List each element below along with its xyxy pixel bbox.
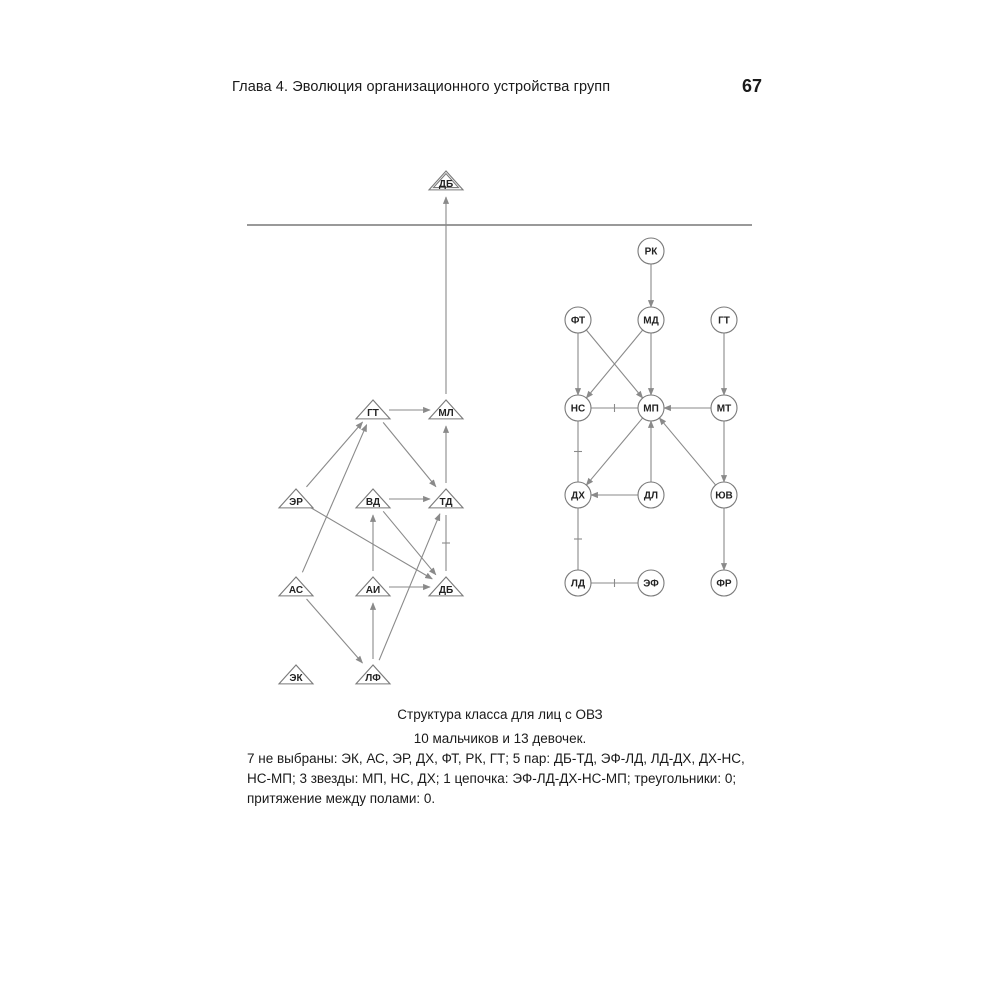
- edge-as-gt_l: [302, 425, 366, 573]
- node-label: ДЛ: [643, 490, 659, 502]
- node-db_l: [429, 577, 463, 596]
- node-label: ЮВ: [715, 490, 733, 502]
- node-label: МТ: [716, 403, 732, 415]
- node-label: АИ: [365, 585, 381, 596]
- node-fr: [711, 570, 737, 596]
- node-ef: [638, 570, 664, 596]
- node-dh: [565, 482, 591, 508]
- page-header-title: Глава 4. Эволюция организационного устройства групп: [232, 79, 611, 95]
- node-rk: [638, 238, 664, 264]
- nodes-layer: [279, 171, 737, 684]
- node-md: [638, 307, 664, 333]
- node-label: ФТ: [570, 315, 586, 327]
- node-label: ГТ: [718, 315, 730, 327]
- node-label: РК: [644, 246, 658, 258]
- node-label: ЛД: [570, 578, 586, 590]
- node-lf: [356, 665, 390, 684]
- node-label: НС: [570, 403, 586, 415]
- node-label: МД: [643, 315, 659, 327]
- node-ml: [429, 400, 463, 419]
- node-gt_l: [356, 400, 390, 419]
- node-label: ДБ: [438, 179, 454, 190]
- edge-as-lf: [307, 599, 363, 663]
- node-mt: [711, 395, 737, 421]
- node-label: МЛ: [438, 408, 454, 419]
- node-ft: [565, 307, 591, 333]
- node-label: ЛФ: [365, 673, 381, 684]
- node-label: ВД: [365, 497, 381, 508]
- node-label: МП: [643, 403, 659, 415]
- figure-caption-description: 7 не выбраны: ЭК, АС, ЭР, ДХ, ФТ, РК, ГТ; 5 пар: ДБ-ТД, ЭФ-ЛД, ЛД-ДХ, ДХ-НС, НС-МП; 3 звезды: МП, НС, ДХ; 1 цепочка: ЭФ-ЛД-ДХ-НС-МП; треугольники: 0; притяжение между полами: 0.: [247, 751, 745, 806]
- edge-lf-td: [379, 514, 440, 660]
- edge-mp-dh: [586, 418, 642, 485]
- node-label: ДХ: [571, 490, 585, 502]
- node-td: [429, 489, 463, 508]
- figure-caption-subtitle: 10 мальчиков и 13 девочек.: [413, 731, 587, 746]
- node-label: ЭР: [289, 497, 303, 508]
- node-yuv: [711, 482, 737, 508]
- node-ns: [565, 395, 591, 421]
- node-vd: [356, 489, 390, 508]
- edge-yuv-mp: [659, 418, 715, 485]
- node-label: ФР: [716, 578, 732, 590]
- node-ld: [565, 570, 591, 596]
- edge-gt_l-td: [383, 422, 436, 486]
- node-dl: [638, 482, 664, 508]
- node-as: [279, 577, 313, 596]
- edge-er-db_l: [310, 507, 432, 579]
- node-label: ЭФ: [643, 578, 659, 590]
- node-ek: [279, 665, 313, 684]
- node-ai: [356, 577, 390, 596]
- node-label: ГТ: [367, 408, 379, 419]
- page-number: 67: [742, 76, 763, 96]
- node-gt_r: [711, 307, 737, 333]
- node-label: ЭК: [289, 673, 303, 684]
- figure-caption-title: Структура класса для лиц с ОВЗ: [397, 707, 603, 722]
- node-mp: [638, 395, 664, 421]
- node-db_top: [429, 171, 463, 190]
- node-label: ДБ: [438, 585, 454, 596]
- node-label: ТД: [439, 497, 453, 508]
- node-er: [279, 489, 313, 508]
- node-label: АС: [288, 585, 304, 596]
